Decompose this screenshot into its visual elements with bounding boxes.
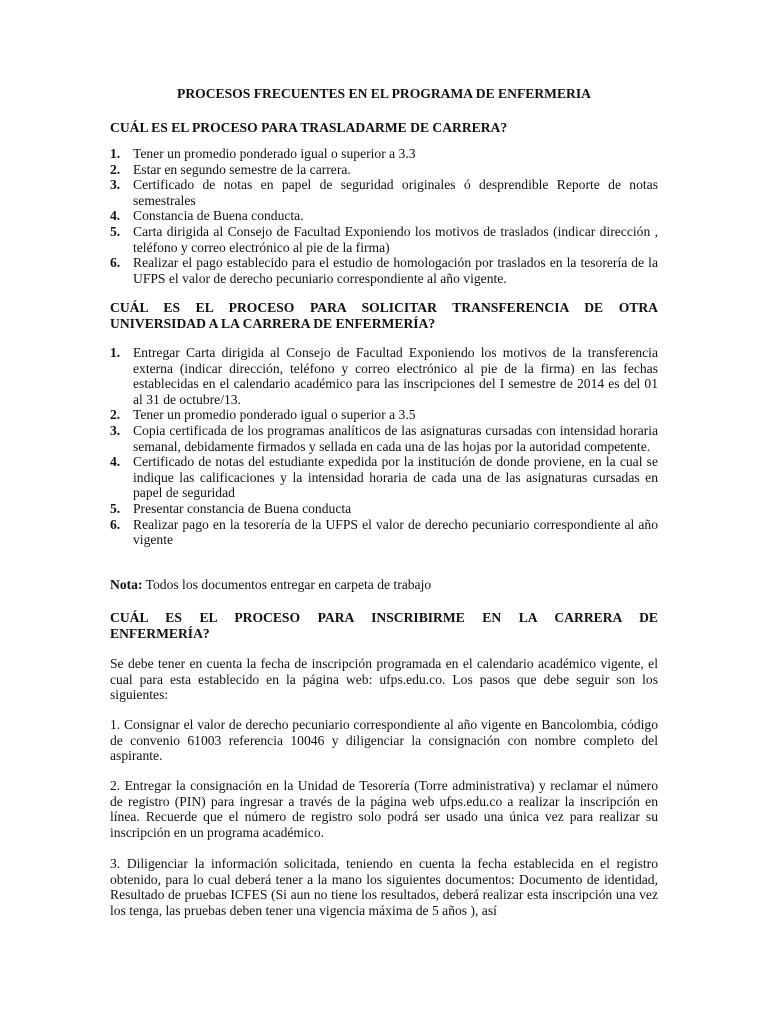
traslado-requirements-list [110,146,658,286]
inscripcion-step-1: 1. Consignar el valor de derecho pecuniario correspondiente al año vigente en Bancolombia, código de convenio 61003 referencia 10046 y diligenciar la consignación con nombre completo del aspirante. [110,717,658,764]
list-item: 4. Constancia de Buena conducta. [110,208,304,224]
list-item: 3. Certificado de notas en papel de seguridad originales ó desprendible Reporte de notas semestrales [110,177,658,208]
document-title: PROCESOS FRECUENTES EN EL PROGRAMA DE ENFERMERIA [177,86,591,101]
inscripcion-step-2: 2. Entregar la consignación en la Unidad de Tesorería (Torre administrativa) y reclamar el número de registro (PIN) para ingresar a través de la página web ufps.edu.co a realizar la inscripción en línea. Recuerde que el número de registro solo podrá ser usado una única vez para realizar su inscripción en un programa académico. [110,778,658,840]
list-item: 5. Carta dirigida al Consejo de Facultad Exponiendo los motivos de traslados (indicar dirección , teléfono y correo electrónico al pie de la firma) [110,223,658,255]
list-item: 1. Entregar Carta dirigida al Consejo de Facultad Exponiendo los motivos de la transferencia externa (indicar dirección, teléfono y correo electrónico al pie de la firma) en las fechas establecidas en el calendario académico para las inscripciones del I semestre de 2014 es del 01 al 31 de octubre/13. [110,345,658,407]
section-heading-traslado: CUÁL ES EL PROCESO PARA TRASLADARME DE CARRERA? [110,120,508,135]
list-item: 5. Presentar constancia de Buena conducta [110,500,352,516]
list-item: 2. Estar en segundo semestre de la carrera. [110,161,351,177]
list-item: 6. Realizar el pago establecido para el estudio de homologación por traslados en la tesorería de la UFPS el valor de derecho pecuniario correspondiente al año vigente. [110,255,658,286]
inscripcion-intro: Se debe tener en cuenta la fecha de inscripción programada en el calendario académico vigente, el cual para esta establecido en la página web: ufps.edu.co. Los pasos que debe seguir son los siguientes: [110,656,658,703]
section-heading-transferencia: CUÁL ES EL PROCESO PARA SOLICITAR TRANSFERENCIA DE OTRA UNIVERSIDAD A LA CARRERA DE ENFERMERÍA? [110,300,658,331]
list-item: 3. Copia certificada de los programas analíticos de las asignaturas cursadas con intensidad horaria semanal, debidamente firmados y sellada en cada una de las hojas por la autoridad competente. [110,422,658,454]
note-paragraph: Nota: Todos los documentos entregar en carpeta de trabajo [110,577,432,592]
note-label: Nota: [110,577,143,592]
list-item: 1. Tener un promedio ponderado igual o superior a 3.3 [110,146,416,161]
section-heading-inscripcion: CUÁL ES EL PROCESO PARA INSCRIBIRME EN LA CARRERA DE ENFERMERÍA? [110,610,658,641]
list-item: 2. Tener un promedio ponderado igual o superior a 3.5 [110,407,416,423]
list-item: 6. Realizar pago en la tesorería de la UFPS el valor de derecho pecuniario correspondiente al año vigente [110,516,658,548]
list-item: 4. Certificado de notas del estudiante expedida por la institución de donde proviene, en la cual se indique las calificaciones y la intensidad horaria de cada una de las asignaturas cursadas en papel de seguridad [110,454,658,501]
inscripcion-step-3: 3. Diligenciar la información solicitada, teniendo en cuenta la fecha establecida en el registro obtenido, para lo cual deberá tener a la mano los siguientes documentos: Documento de identidad, Resultado de pruebas ICFES (Si aun no tiene los resultados, deberá realizar esta inscripción una vez los tenga, las pruebas deben tener una vigencia máxima de 5 años ), así [110,856,658,918]
transferencia-requirements-list [110,345,658,548]
